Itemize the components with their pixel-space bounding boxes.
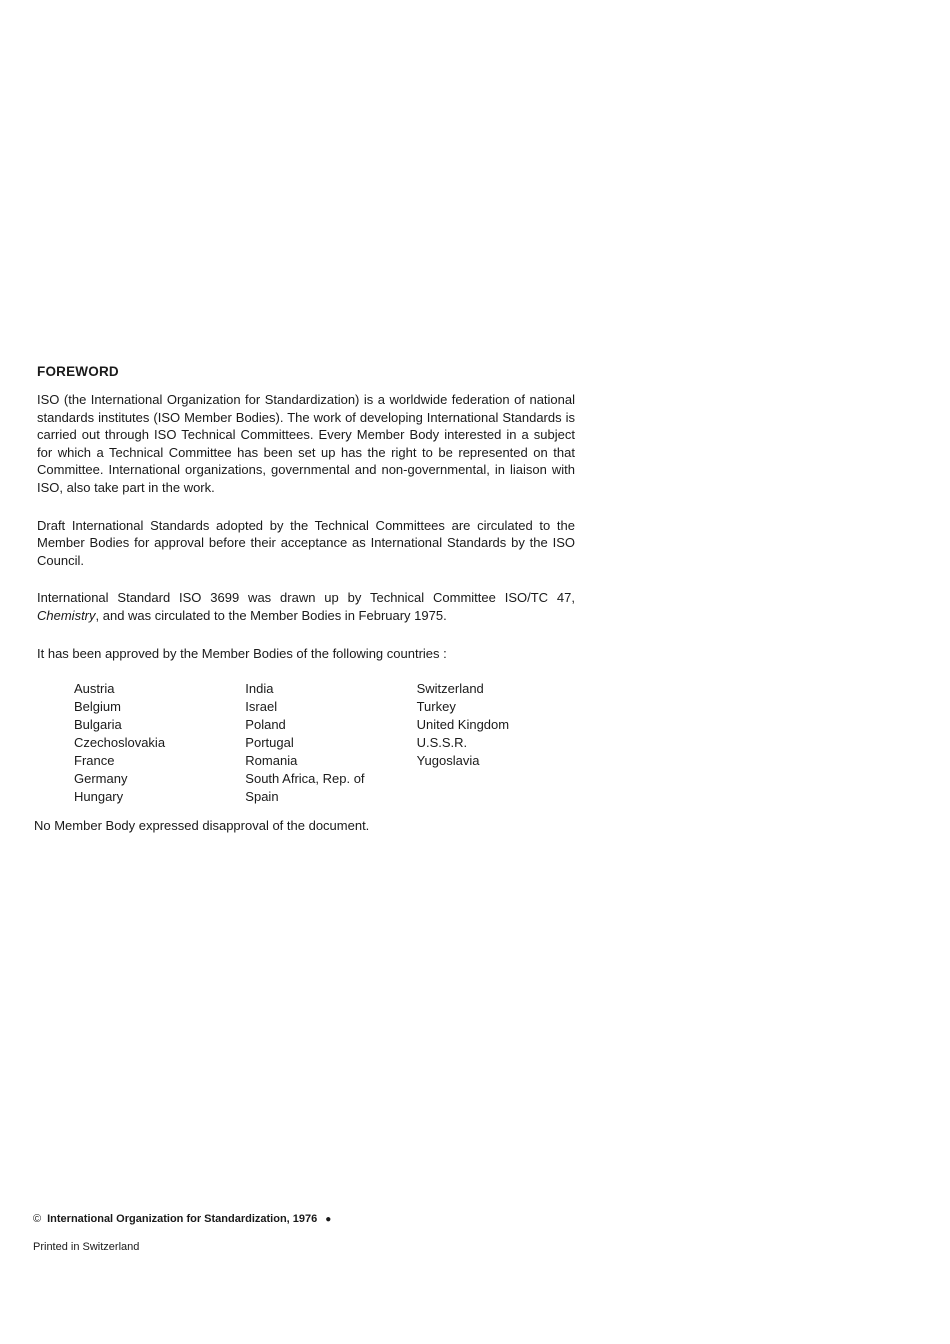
standard-origin-before: International Standard ISO 3699 was drawn up by Technical Committee ISO/TC 47, [37, 590, 575, 606]
bullet-icon: ● [325, 1213, 332, 1225]
foreword-heading: FOREWORD [37, 364, 119, 379]
country-column-1 [74, 680, 245, 805]
country-item: U.S.S.R. [416, 734, 468, 750]
country-item: South Africa, Rep. of [245, 770, 365, 786]
paragraph-draft-standards: Draft International Standards adopted by the Technical Committees are circulated to the Member Bodies for approval before their acceptance as International Standards by the ISO Council. [37, 517, 575, 568]
copyright-text: International Organization for Standardization, 1976 [47, 1213, 318, 1225]
country-item: Austria [74, 681, 115, 697]
country-item: Germany [74, 770, 128, 786]
country-item: Turkey [416, 699, 456, 715]
country-item: Hungary [74, 788, 124, 804]
country-item: India [245, 681, 274, 697]
standard-origin-after: , and was circulated to the Member Bodies in February 1975. [95, 607, 447, 623]
country-item: Czechoslovakia [74, 734, 166, 750]
country-item: United Kingdom [416, 716, 510, 732]
country-item: Switzerland [416, 681, 484, 697]
country-column-2 [245, 680, 416, 805]
committee-name: Chemistry [37, 607, 96, 623]
country-item: Spain [245, 788, 279, 804]
paragraph-iso-intro: ISO (the International Organization for Standardization) is a worldwide federation of national standards institutes (ISO Member Bodies). The work of developing International Standards is carried out through ISO Technical Committees. Every Member Body interested in a subject for which a Technical Committee has been set up has the right to be represented on that Committee. International organizations, governmental and non-governmental, in liaison with ISO, also take part in the work. [37, 392, 575, 495]
country-item: Yugoslavia [416, 752, 480, 768]
paragraph-standard-origin [37, 589, 575, 624]
foreword-section [34, 364, 575, 835]
country-item: Poland [245, 716, 286, 732]
country-item: Romania [245, 752, 298, 768]
country-column-3 [417, 680, 575, 805]
country-item: Bulgaria [74, 716, 122, 732]
paragraph-closing: No Member Body expressed disapproval of the document. [34, 818, 370, 834]
country-item: Belgium [74, 699, 121, 715]
paragraph-approval: It has been approved by the Member Bodies of the following countries : [37, 645, 447, 661]
printed-location: Printed in Switzerland [33, 1241, 140, 1253]
country-item: Israel [245, 699, 278, 715]
country-item: Portugal [245, 734, 294, 750]
country-item: France [74, 752, 115, 768]
copyright-line [33, 1213, 331, 1225]
copyright-icon: © [33, 1213, 42, 1225]
country-list [74, 680, 575, 805]
